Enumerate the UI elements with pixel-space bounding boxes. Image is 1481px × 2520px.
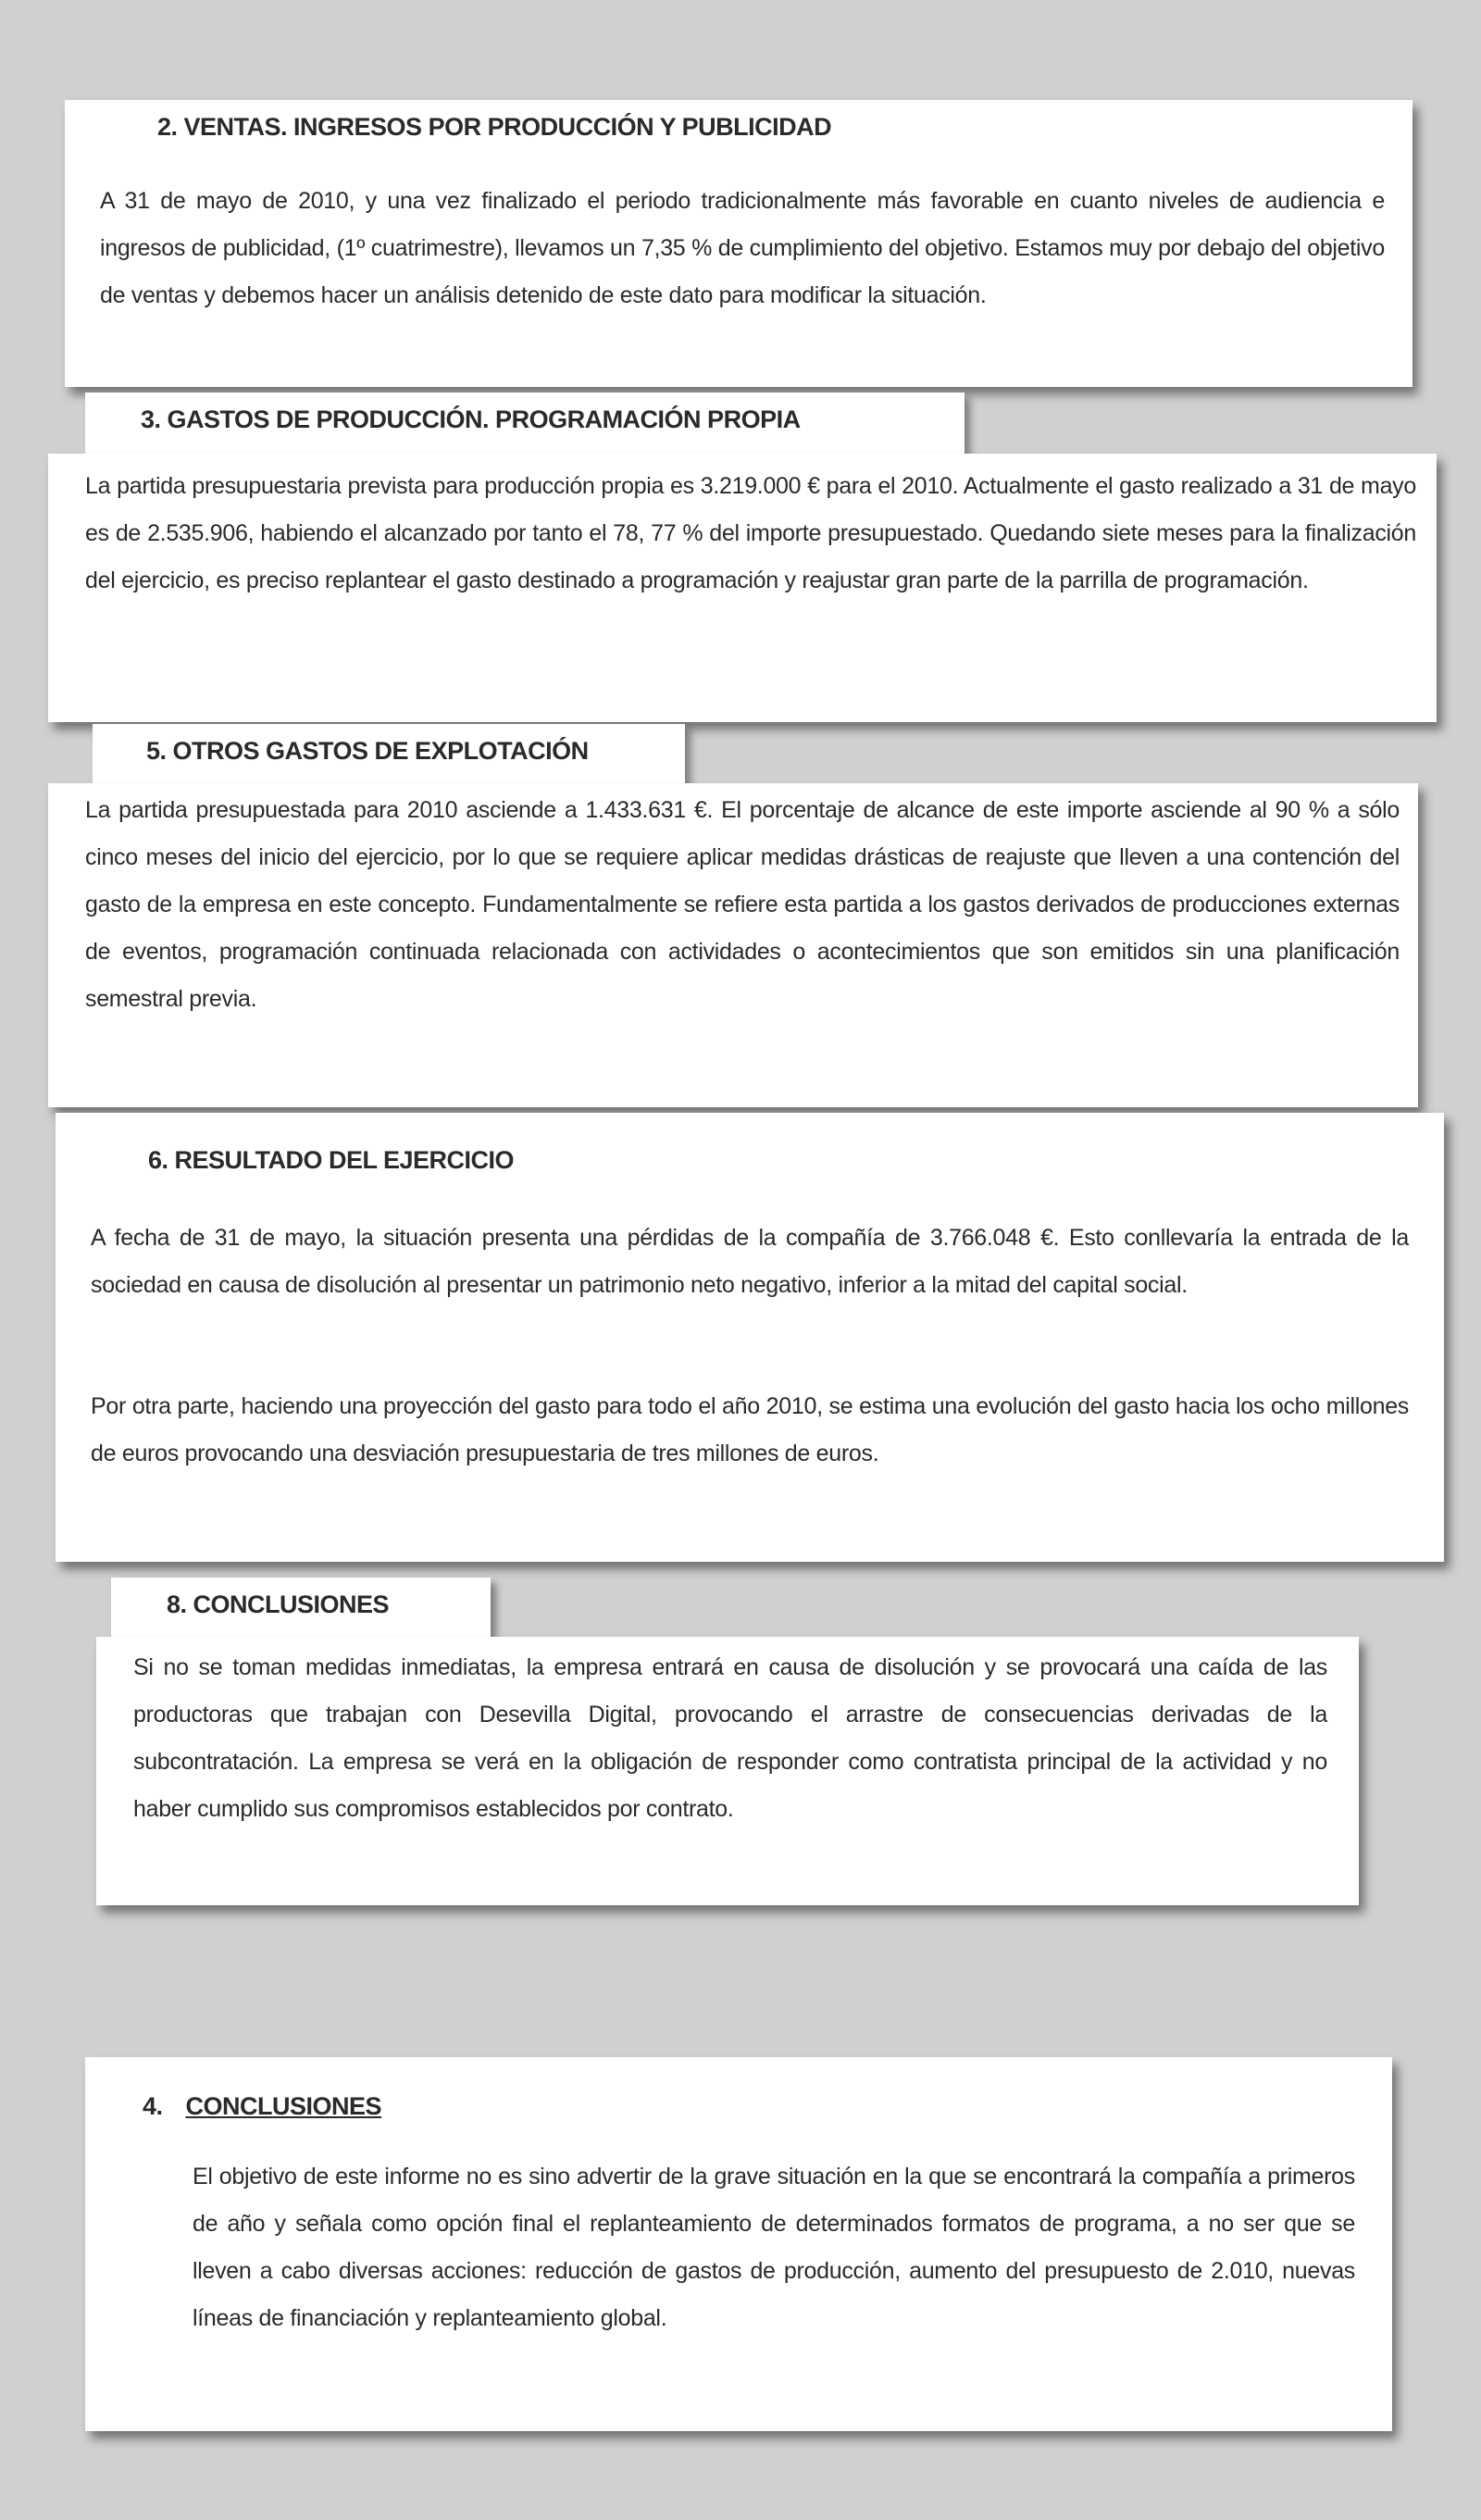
section-conclusiones-4-card <box>85 2057 1392 2431</box>
section-conclusiones-8-heading: 8. CONCLUSIONES <box>167 1591 390 1618</box>
section-resultado-paragraph-1: A fecha de 31 de mayo, la situación presenta una pérdidas de la compañía de 3.766.048 €. Esto conllevaría la entrada de la sociedad en causa de disolución al presentar un patrimonio neto negativo, inferior a la mitad del capital social. <box>91 1225 1409 1298</box>
section-gastos-produccion-card <box>48 454 1437 722</box>
section-otros-gastos-heading: 5. OTROS GASTOS DE EXPLOTACIÓN <box>146 737 589 765</box>
section-ventas-card <box>65 100 1413 387</box>
section-conclusiones-4-heading-row <box>143 2092 381 2121</box>
section-conclusiones-8-card <box>96 1637 1359 1905</box>
section-otros-gastos-paragraph: La partida presupuestada para 2010 asciende a 1.433.631 €. El porcentaje de alcance de este importe asciende al 90 % a sólo cinco meses del inicio del ejercicio, por lo que se requiere aplicar medidas drásticas de reajuste que lleven a una contención del gasto de la empresa en este concepto. Fundamentalmente se refiere esta partida a los gastos derivados de producciones externas de eventos, programación continuada relacionada con actividades o acontecimientos que son emitidos sin una planificación semestral previa. <box>85 797 1400 1012</box>
section-otros-gastos-tab <box>93 724 685 789</box>
section-gastos-produccion-paragraph: La partida presupuestaria prevista para producción propia es 3.219.000 € para el 2010. Actualmente el gasto realizado a 31 de mayo es de 2.535.906, habiendo el alcanzado por tanto el 78, 77 % del importe presupuestado. Quedando siete meses para la finalización del ejercicio, es preciso replantear el gasto destinado a programación y reajustar gran parte de la parrilla de programación. <box>85 473 1416 593</box>
section-conclusiones-4-heading: CONCLUSIONES <box>185 2092 382 2120</box>
section-ventas-paragraph: A 31 de mayo de 2010, y una vez finalizado el periodo tradicionalmente más favorable en cuanto niveles de audiencia e ingresos de publicidad, (1º cuatrimestre), llevamos un 7,35 % de cumplimiento del objetivo. Estamos muy por debajo del objetivo de ventas y debemos hacer un análisis detenido de este dato para modificar la situación. <box>100 188 1385 308</box>
section-conclusiones-4-number: 4. <box>143 2092 163 2120</box>
section-conclusiones-4-paragraph: El objetivo de este informe no es sino advertir de la grave situación en la que se encontrará la compañía a primeros de año y señala como opción final el replanteamiento de determinados formatos de programa, a no ser que se lleven a cabo diversas acciones: reducción de gastos de producción, aumento del presupuesto de 2.010, nuevas líneas de financiación y replanteamiento global. <box>193 2164 1355 2331</box>
section-conclusiones-8-tab <box>111 1578 491 1644</box>
section-conclusiones-8-paragraph: Si no se toman medidas inmediatas, la empresa entrará en causa de disolución y se provocará una caída de las productoras que trabajan con Desevilla Digital, provocando el arrastre de consecuencias derivadas de la subcontratación. La empresa se verá en la obligación de responder como contratista principal de la actividad y no haber cumplido sus compromisos establecidos por contrato. <box>133 1654 1327 1822</box>
section-ventas-heading: 2. VENTAS. INGRESOS POR PRODUCCIÓN Y PUBLICIDAD <box>157 113 832 141</box>
section-resultado-card <box>56 1113 1444 1562</box>
section-gastos-produccion-tab <box>85 393 965 457</box>
section-resultado-heading: 6. RESULTADO DEL EJERCICIO <box>148 1146 515 1174</box>
section-gastos-produccion-heading: 3. GASTOS DE PRODUCCIÓN. PROGRAMACIÓN PROPIA <box>141 405 801 433</box>
section-resultado-paragraph-2: Por otra parte, haciendo una proyección del gasto para todo el año 2010, se estima una evolución del gasto hacia los ocho millones de euros provocando una desviación presupuestaria de tres millones de euros. <box>91 1393 1409 1466</box>
section-otros-gastos-card <box>48 783 1418 1107</box>
